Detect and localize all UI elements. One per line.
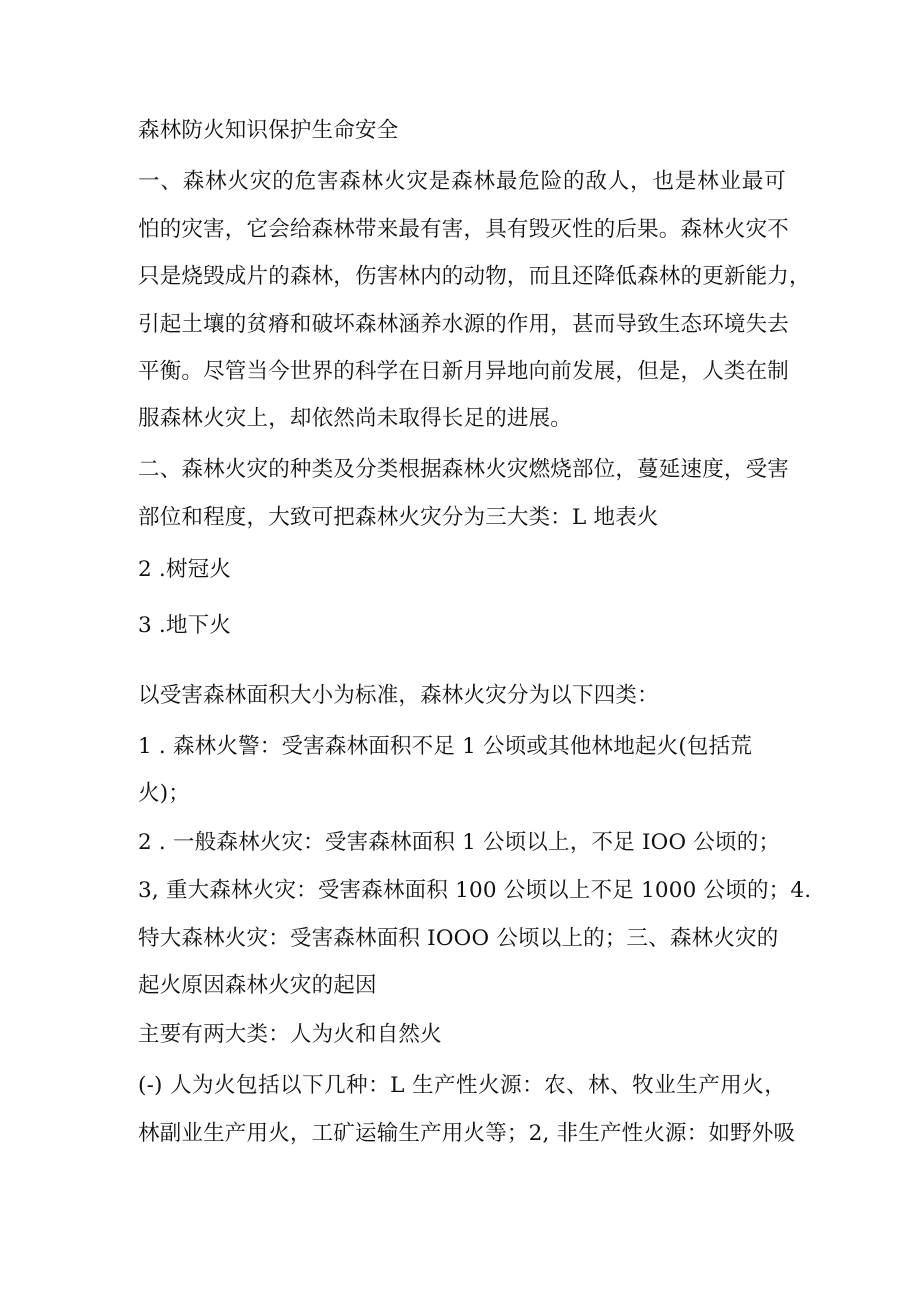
list-item-crown-fire: 2 .树冠火	[138, 557, 232, 582]
list-item-major-fire: 3, 重大森林火灾：受害森林面积 100 公顷以上不足 1000 公顷的；4.	[138, 878, 812, 903]
paragraph-line-19: (-) 人为火包括以下几种：L 生产性火源：农、林、牧业生产用火，	[138, 1073, 786, 1098]
paragraph-line-18: 主要有两大类：人为火和自然火	[138, 1022, 442, 1047]
document-title: 森林防火知识保护生命安全	[138, 118, 399, 143]
paragraph-line-3: 只是烧毁成片的森林，伤害林内的动物，而且还降低森林的更新能力，	[138, 264, 811, 289]
list-item-forest-fire-alert-cont: 火)；	[138, 781, 190, 806]
list-item-ground-fire: 3 .地下火	[138, 613, 232, 638]
paragraph-line-1: 一、森林火灾的危害森林火灾是森林最危险的敌人，也是林业最可	[138, 169, 786, 194]
paragraph-line-20: 林副业生产用火，工矿运输生产用火等；2, 非生产性火源：如野外吸	[138, 1121, 796, 1146]
paragraph-line-2: 怕的灾害，它会给森林带来最有害，具有毁灭性的后果。森林火灾不	[138, 217, 790, 242]
paragraph-line-5: 平衡。尽管当今世界的科学在日新月异地向前发展，但是，人类在制	[138, 359, 790, 384]
list-item-forest-fire-alert: 1 . 森林火警：受害森林面积不足 1 公顷或其他林地起火(包括荒	[138, 734, 753, 759]
paragraph-line-11: 以受害森林面积大小为标准，森林火灾分为以下四类：	[138, 683, 659, 708]
paragraph-line-6: 服森林火灾上，却依然尚未取得长足的进展。	[138, 406, 573, 431]
paragraph-line-17: 起火原因森林火灾的起因	[138, 973, 377, 998]
paragraph-line-8: 部位和程度，大致可把森林火灾分为三大类：L 地表火	[138, 505, 659, 530]
paragraph-line-4: 引起土壤的贫瘠和破坏森林涵养水源的作用，甚而导致生态环境失去	[138, 312, 790, 337]
list-item-general-fire: 2 . 一般森林火灾：受害森林面积 1 公顷以上，不足 IOO 公顷的；	[138, 830, 781, 855]
paragraph-line-7: 二、森林火灾的种类及分类根据森林火灾燃烧部位，蔓延速度，受害	[138, 457, 790, 482]
list-item-extra-major-fire: 特大森林火灾：受害森林面积 IOOO 公顷以上的；三、森林火灾的	[138, 926, 779, 951]
